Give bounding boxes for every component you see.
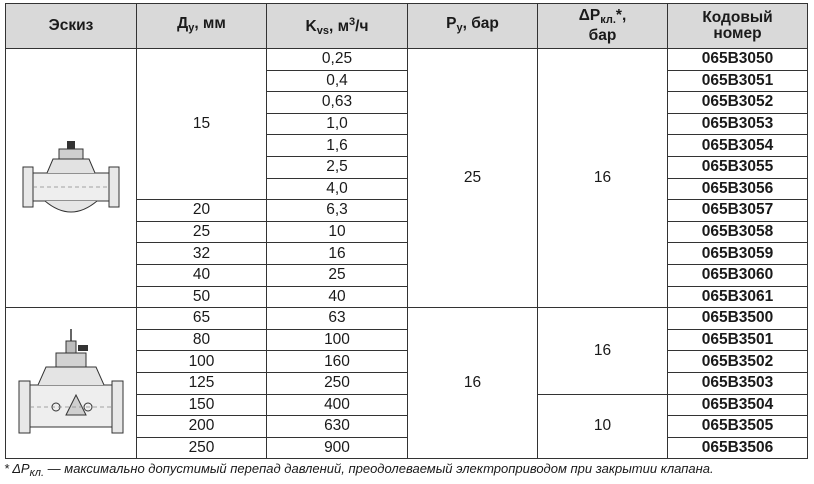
dn-cell: 250 — [137, 437, 267, 459]
dn-cell: 125 — [137, 372, 267, 394]
footnote: * $\Delta P_{кл.}$ — максимально допустимый перепад давлений, преодолеваемый электроприводом при закрытии клапана. — [4, 461, 714, 479]
code-cell: 065B3057 — [668, 200, 808, 222]
table-row — [6, 308, 808, 330]
code-cell: 065B3058 — [668, 221, 808, 243]
header-dn: $Д_у$, мм — [137, 4, 267, 49]
flanged-valve-small-icon — [19, 133, 123, 223]
kvs-cell: 40 — [267, 286, 408, 308]
header-dp: $\Delta P_{кл.}*$, бар — [538, 4, 668, 49]
code-cell: 065B3059 — [668, 243, 808, 265]
sketch-cell-2 — [6, 308, 137, 459]
dn-cell: 32 — [137, 243, 267, 265]
dn-cell: 40 — [137, 264, 267, 286]
header-code: Кодовый номер — [668, 4, 808, 49]
code-cell: 065B3505 — [668, 416, 808, 438]
code-cell: 065B3504 — [668, 394, 808, 416]
code-cell: 065B3501 — [668, 329, 808, 351]
code-cell: 065B3502 — [668, 351, 808, 373]
code-cell: 065B3061 — [668, 286, 808, 308]
dn-cell: 65 — [137, 308, 267, 330]
flanged-valve-large-icon — [16, 323, 126, 443]
kvs-cell: 900 — [267, 437, 408, 459]
code-cell: 065B3055 — [668, 156, 808, 178]
dn-cell: 100 — [137, 351, 267, 373]
code-cell: 065B3060 — [668, 264, 808, 286]
code-cell: 065B3506 — [668, 437, 808, 459]
kvs-cell: 25 — [267, 264, 408, 286]
code-cell: 065B3056 — [668, 178, 808, 200]
kvs-cell: 63 — [267, 308, 408, 330]
code-cell: 065B3054 — [668, 135, 808, 157]
kvs-cell: 16 — [267, 243, 408, 265]
kvs-cell: 250 — [267, 372, 408, 394]
dn-cell: 50 — [137, 286, 267, 308]
valve-spec-table — [5, 3, 808, 459]
kvs-cell: 1,6 — [267, 135, 408, 157]
code-cell: 065B3500 — [668, 308, 808, 330]
kvs-cell: 400 — [267, 394, 408, 416]
header-sketch: Эскиз — [6, 4, 137, 49]
kvs-cell: 0,4 — [267, 70, 408, 92]
dp-group2b: 10 — [538, 394, 668, 459]
kvs-cell: 10 — [267, 221, 408, 243]
dn-cell: 20 — [137, 200, 267, 222]
code-cell: 065B3050 — [668, 49, 808, 71]
table-row — [6, 49, 808, 71]
header-kvs: $K_{vs}$, $м^3/ч$ — [267, 4, 408, 49]
kvs-cell: 0,25 — [267, 49, 408, 71]
dn-cell: 150 — [137, 394, 267, 416]
code-cell: 065B3052 — [668, 92, 808, 114]
dn-15: 15 — [137, 49, 267, 200]
code-cell: 065B3503 — [668, 372, 808, 394]
kvs-cell: 4,0 — [267, 178, 408, 200]
kvs-cell: 6,3 — [267, 200, 408, 222]
sketch-cell-1 — [6, 49, 137, 308]
header-py: $P_у$, бар — [408, 4, 538, 49]
dn-cell: 80 — [137, 329, 267, 351]
code-cell: 065B3053 — [668, 113, 808, 135]
header-row — [6, 4, 808, 49]
kvs-cell: 100 — [267, 329, 408, 351]
kvs-cell: 1,0 — [267, 113, 408, 135]
dp-group1: 16 — [538, 49, 668, 308]
code-cell: 065B3051 — [668, 70, 808, 92]
kvs-cell: 0,63 — [267, 92, 408, 114]
py-group1: 25 — [408, 49, 538, 308]
dn-cell: 25 — [137, 221, 267, 243]
kvs-cell: 160 — [267, 351, 408, 373]
kvs-cell: 630 — [267, 416, 408, 438]
dp-group2a: 16 — [538, 308, 668, 394]
kvs-cell: 2,5 — [267, 156, 408, 178]
dn-cell: 200 — [137, 416, 267, 438]
py-group2: 16 — [408, 308, 538, 459]
